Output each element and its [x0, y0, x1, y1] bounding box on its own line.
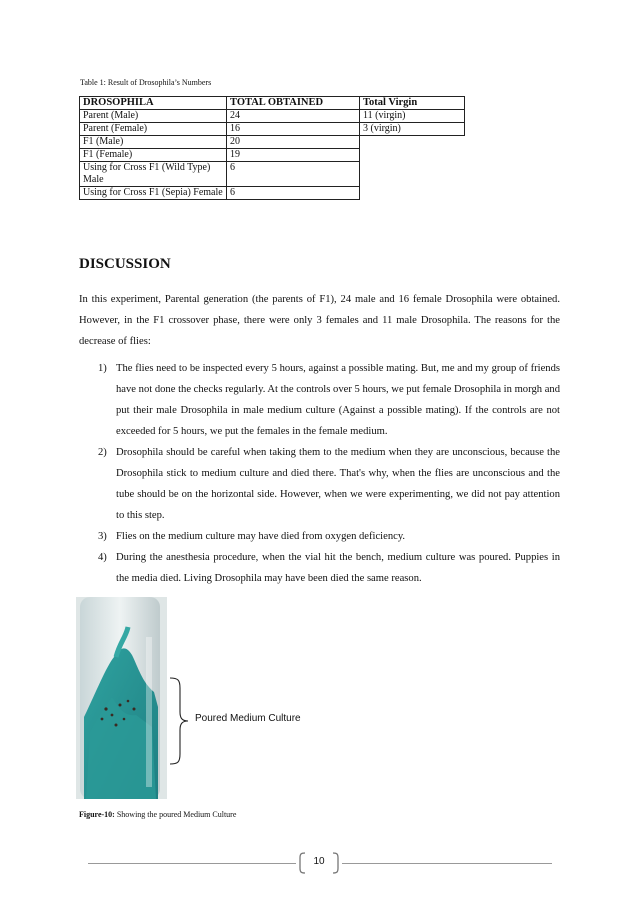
list-item	[79, 442, 560, 526]
table-cell: 3 (virgin)	[360, 123, 465, 136]
bracket-icon	[168, 676, 190, 766]
figure-annotation: Poured Medium Culture	[195, 713, 301, 724]
page-number: 10	[313, 856, 325, 867]
table-cell: 16	[227, 123, 360, 136]
list-text: Flies on the medium culture may have died from oxygen deficiency.	[116, 531, 406, 542]
table-caption: Table 1: Result of Drosophila’s Numbers	[80, 78, 212, 87]
list-item	[79, 526, 560, 547]
table-cell: F1 (Female)	[80, 149, 227, 162]
table-cell: 6	[227, 187, 360, 200]
table-cell: 19	[227, 149, 360, 162]
table-cell: 20	[227, 136, 360, 149]
reasons-list	[79, 358, 560, 589]
list-item	[79, 547, 560, 589]
header-total-virgin: Total Virgin	[360, 97, 465, 110]
table-cell: Using for Cross F1 (Sepia) Female	[80, 187, 227, 200]
intro-paragraph: In this experiment, Parental generation (the parents of F1), 24 male and 16 female Drosophila were obtained. However, in the F1 crossover phase, there were only 3 females and 11 male Drosophila. The reasons for the decrease of flies:	[79, 294, 560, 347]
footer-divider-right	[342, 863, 552, 864]
figure-caption-text: Showing the poured Medium Culture	[116, 810, 237, 819]
table-cell-empty	[360, 149, 465, 162]
figure-caption-label: Figure-10:	[79, 810, 115, 819]
list-number: 3)	[98, 531, 107, 542]
results-table	[79, 96, 465, 200]
table-row	[80, 123, 465, 136]
discussion-heading: DISCUSSION	[79, 256, 171, 272]
vial-photo	[76, 597, 167, 799]
list-text: During the anesthesia procedure, when the vial hit the bench, medium culture was poured. Puppies in the media died. Living Drosophila may have been died the same reason.	[116, 552, 560, 584]
header-total-obtained: TOTAL OBTAINED	[227, 97, 360, 110]
list-text: Drosophila should be careful when taking them to the medium when they are unconscious, because the Drosophila stick to medium culture and died there. That's why, when the flies are unconscious and the tube should be on the horizontal side. However, when we were experimenting, we did not pay attention to this step.	[116, 447, 560, 521]
table-cell: 6	[227, 162, 360, 187]
list-number: 2)	[98, 447, 107, 458]
table-cell-empty	[360, 136, 465, 149]
list-item	[79, 358, 560, 442]
figure-caption	[79, 810, 236, 819]
list-number: 1)	[98, 363, 107, 374]
table-cell-empty	[360, 162, 465, 187]
table-row	[80, 110, 465, 123]
table-cell: 24	[227, 110, 360, 123]
table-cell: Parent (Male)	[80, 110, 227, 123]
list-number: 4)	[98, 552, 107, 563]
vial-illustration	[76, 597, 167, 799]
table-cell: Parent (Female)	[80, 123, 227, 136]
table-cell: F1 (Male)	[80, 136, 227, 149]
table-row	[80, 136, 465, 149]
footer-divider-left	[88, 863, 296, 864]
header-drosophila: DROSOPHILA	[80, 97, 227, 110]
table-header-row	[80, 97, 465, 110]
table-cell: 11 (virgin)	[360, 110, 465, 123]
table-cell: Using for Cross F1 (Wild Type) Male	[80, 162, 227, 187]
table-cell-empty	[360, 187, 465, 200]
table-row	[80, 149, 465, 162]
list-text: The flies need to be inspected every 5 hours, against a possible mating. But, me and my group of friends have not done the checks regularly. At the controls over 5 hours, we put female Drosophila in morgh and put their male Drosophila in male medium culture (Against a possible mating). If the controls are not exceeded for 5 hours, we put the females in the female medium.	[116, 363, 560, 437]
table-row	[80, 187, 465, 200]
table-row	[80, 162, 465, 187]
